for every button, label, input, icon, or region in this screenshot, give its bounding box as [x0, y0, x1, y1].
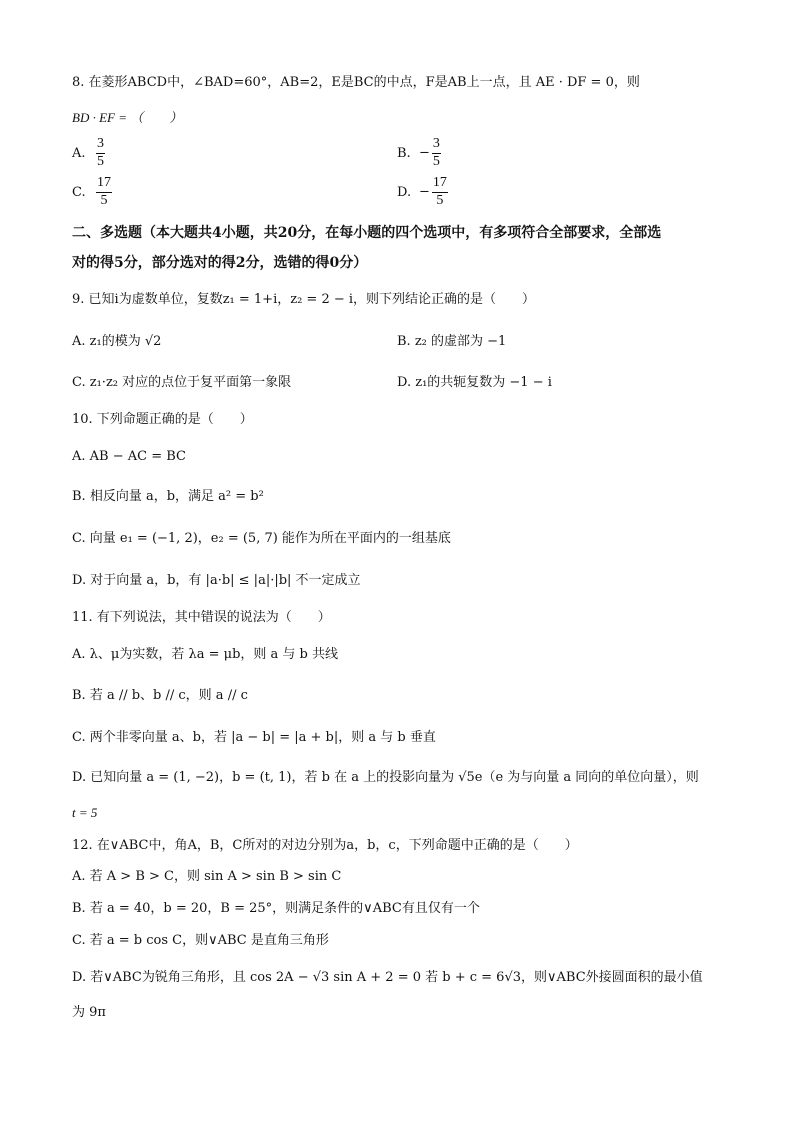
- q8-option-a[interactable]: A. $\frac{3}{5}$: [72, 136, 104, 169]
- section-heading-line2: 对的得5分，部分选对的得2分，选错的得0分）: [72, 255, 368, 271]
- q8-stem-line2: BD · EF = （ ）: [72, 110, 183, 125]
- q9-option-d[interactable]: D. z₁的共轭复数为 −1 − i: [397, 375, 552, 390]
- fraction: $\frac{3}{5}$: [432, 136, 440, 169]
- fraction: $\frac{17}{5}$: [432, 175, 447, 208]
- q12-option-a[interactable]: A. 若 A > B > C，则 sin A > sin B > sin C: [72, 869, 342, 884]
- q10-option-d[interactable]: D. 对于向量 a，b，有 |a·b| ≤ |a|·|b| 不一定成立: [72, 573, 361, 588]
- q10-stem: 10. 下列命题正确的是（ ）: [72, 412, 253, 427]
- q12-option-d-line2: 为 9π: [72, 1005, 106, 1020]
- q12-stem: 12. 在∨ABC中，角A，B，C所对的对边分别为a，b，c，下列命题中正确的是（ ）: [72, 838, 578, 853]
- section-heading-line1: 二、多选题（本大题共4小题，共20分，在每小题的四个选项中，有多项符合全部要求，全部选: [72, 225, 662, 241]
- q8-stem-line1: 8. 在菱形ABCD中，∠BAD=60°，AB=2，E是BC的中点，F是AB上一点，且 AE · DF = 0，则: [72, 75, 640, 90]
- q9-option-c[interactable]: C. z₁·z₂ 对应的点位于复平面第一象限: [72, 375, 292, 390]
- q10-option-a[interactable]: A. AB − AC = BC: [72, 449, 186, 464]
- q9-option-b[interactable]: B. z₂ 的虚部为 −1: [397, 334, 507, 349]
- q9-stem: 9. 已知i为虚数单位，复数z₁ = 1+i，z₂ = 2 − i，则下列结论正确的是（ ）: [72, 292, 536, 307]
- q11-option-c[interactable]: C. 两个非零向量 a、b，若 |a − b| = |a + b|，则 a 与 b 垂直: [72, 730, 436, 745]
- q9-option-a[interactable]: A. z₁的模为 √2: [72, 334, 162, 349]
- q11-option-a[interactable]: A. λ、μ为实数，若 λa = μb，则 a 与 b 共线: [72, 647, 338, 662]
- q8-option-d[interactable]: D. − $\frac{17}{5}$: [397, 175, 447, 208]
- fraction: $\frac{3}{5}$: [97, 136, 104, 169]
- q12-option-c[interactable]: C. 若 a = b cos C，则∨ABC 是直角三角形: [72, 933, 329, 948]
- q11-stem: 11. 有下列说法，其中错误的说法为（ ）: [72, 610, 331, 625]
- q8-option-b[interactable]: B. − $\frac{3}{5}$: [397, 136, 440, 169]
- q11-option-d-line1[interactable]: D. 已知向量 a = (1, −2)，b = (t, 1)，若 b 在 a 上的投影向量为 √5e（e 为与向量 a 同向的单位向量），则: [72, 770, 699, 785]
- fraction: $\frac{17}{5}$: [97, 175, 111, 208]
- q11-option-d-line2: t = 5: [72, 805, 98, 820]
- q8-option-c[interactable]: C. $\frac{17}{5}$: [72, 175, 111, 208]
- q12-option-d-line1[interactable]: D. 若∨ABC为锐角三角形，且 cos 2A − √3 sin A + 2 = 0 若 b + c = 6√3，则∨ABC外接圆面积的最小值: [72, 970, 703, 985]
- q10-option-c[interactable]: C. 向量 e₁ = (−1, 2)，e₂ = (5, 7) 能作为所在平面内的一组基底: [72, 531, 451, 546]
- q11-option-b[interactable]: B. 若 a // b、b // c，则 a // c: [72, 688, 248, 703]
- q12-option-b[interactable]: B. 若 a = 40，b = 20，B = 25°，则满足条件的∨ABC有且仅有一个: [72, 901, 480, 916]
- q10-option-b[interactable]: B. 相反向量 a，b，满足 a² = b²: [72, 489, 264, 504]
